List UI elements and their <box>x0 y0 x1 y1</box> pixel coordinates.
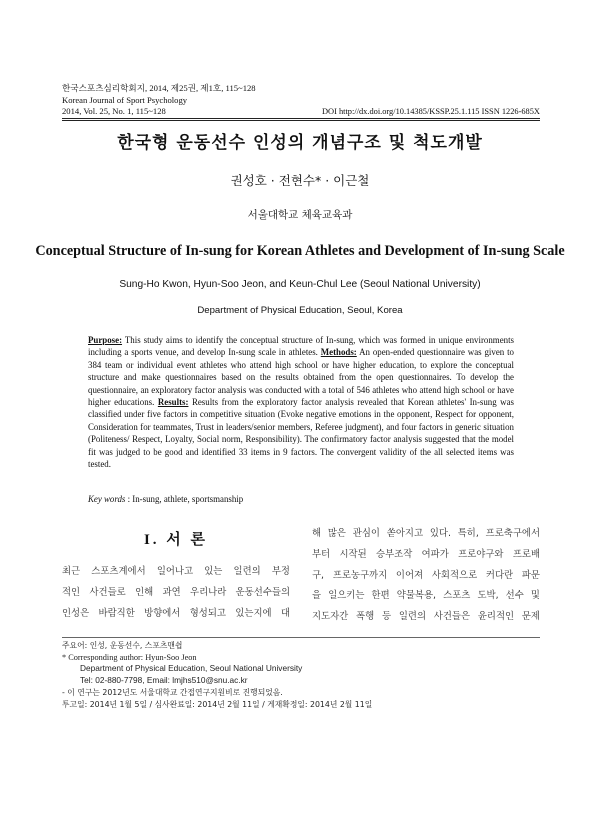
keywords-label: Key words <box>88 494 126 504</box>
footnote-corresponding-author: * Corresponding author: Hyun-Soo Jeon <box>62 652 197 662</box>
authors-korean: 권성호 · 전현수* · 이근철 <box>230 173 370 188</box>
body-line: 적인 사건들로 인해 과연 우리나라 운동선수들의 <box>62 586 290 598</box>
footnote-corresponding-department: Department of Physical Education, Seoul National University <box>80 663 303 674</box>
results-label: Results: <box>157 397 189 408</box>
header-rule-bottom <box>62 120 540 121</box>
purpose-text: This study aims to identify the conceptual structure of In-sung, which was formed in unique environments including a sports venue, and develop In-sung scale in athletes. <box>88 335 514 358</box>
authors-english: Sung-Ho Kwon, Hyun-Soo Jeon, and Keun-Chul Lee (Seoul National University) <box>119 279 481 290</box>
body-line: 구, 프로농구까지 이어져 사회적으로 커다란 파문 <box>312 569 540 581</box>
keywords <box>88 494 243 504</box>
paper-title-korean: 한국형 운동선수 인성의 개념구조 및 척도개발 <box>117 133 483 153</box>
doi-issn: DOI http://dx.doi.org/10.14385/KSSP.25.1.115 ISSN 1226-685X <box>321 107 540 116</box>
results-text: Results from the exploratory factor analysis revealed that Korean athletes' In-sung was classified under five factors in competitive situation (Evoke negative emotions in the opponent, Respect for opponent, Consideration for teammates, Trust in leaders/senior members, Referee judgment), and four factors in generic situation (Politeness/ Respect, Loyalty, Social norm, Responsibility). The confirmatory factor analysis suggested that the model fit was judged to be good and identified 33 items in 9 factors. The convergent validity of the all selected items was tested. <box>88 397 514 470</box>
keywords-text: : In-sung, athlete, sportsmanship <box>125 494 244 504</box>
footnote-keywords-korean: 주요어: 인성, 운동선수, 스포츠맨쉽 <box>62 641 183 650</box>
methods-label: Methods: <box>320 347 357 358</box>
journal-name-english: Korean Journal of Sport Psychology <box>62 94 188 105</box>
footnote-dates: 투고일: 2014년 1월 5일 / 심사완료일: 2014년 2월 11일 / 게재확정일: 2014년 2월 11일 <box>62 699 373 709</box>
volume-info: 2014, Vol. 25, No. 1, 115~128 <box>62 106 166 116</box>
affiliation-korean: 서울대학교 체육교육과 <box>247 209 353 221</box>
journal-name-korean: 한국스포츠심리학회지, 2014, 제25권, 제1호, 115~128 <box>62 83 256 93</box>
section-heading: I. 서 론 <box>143 532 209 548</box>
affiliation-english: Department of Physical Education, Seoul, Korea <box>197 305 403 316</box>
body-column-right <box>312 524 540 628</box>
body-line: 지도자간 폭행 등 일련의 사건들은 윤리적인 문제 <box>312 611 540 623</box>
body-line: 인성은 바람직한 방향에서 형성되고 있는지에 대 <box>62 607 290 619</box>
body-column-left <box>62 562 290 624</box>
abstract <box>88 334 514 470</box>
methods-text: An open-ended questionnaire was given to 384 team or individual event athletes who attend high school or have higher education, to explore the conceptual structure and make questionnaires based on the results obtained from the open questionnaires. To develop the questionnaire, an exploratory factor analysis was conducted with a total of 546 athletes who attend high school or have higher educations. <box>88 347 514 408</box>
body-line: 을 일으키는 한편 약물복용, 스포츠 도박, 선수 및 <box>312 590 540 602</box>
footnote-rule <box>62 637 540 638</box>
footnotes <box>62 640 372 710</box>
body-line: 해 많은 관심이 쏟아지고 있다. 특히, 프로축구에서 <box>312 528 540 539</box>
body-line: 부터 시작된 승부조작 여파가 프로야구와 프로배 <box>312 548 540 560</box>
footnote-funding: - 이 연구는 2012년도 서울대학교 간접연구지원비로 진행되었음. <box>62 687 283 697</box>
body-line: 최근 스포츠계에서 일어나고 있는 일련의 부정 <box>62 566 290 577</box>
header-rule-top <box>62 118 540 119</box>
footnote-corresponding-contact: Tel: 02-880-7798, Email: lmjhs510@snu.ac.kr <box>80 675 248 686</box>
paper-title-english: Conceptual Structure of In-sung for Korean Athletes and Development of In-sung Scale <box>35 243 565 259</box>
journal-header <box>62 83 540 118</box>
purpose-label: Purpose: <box>88 335 123 345</box>
